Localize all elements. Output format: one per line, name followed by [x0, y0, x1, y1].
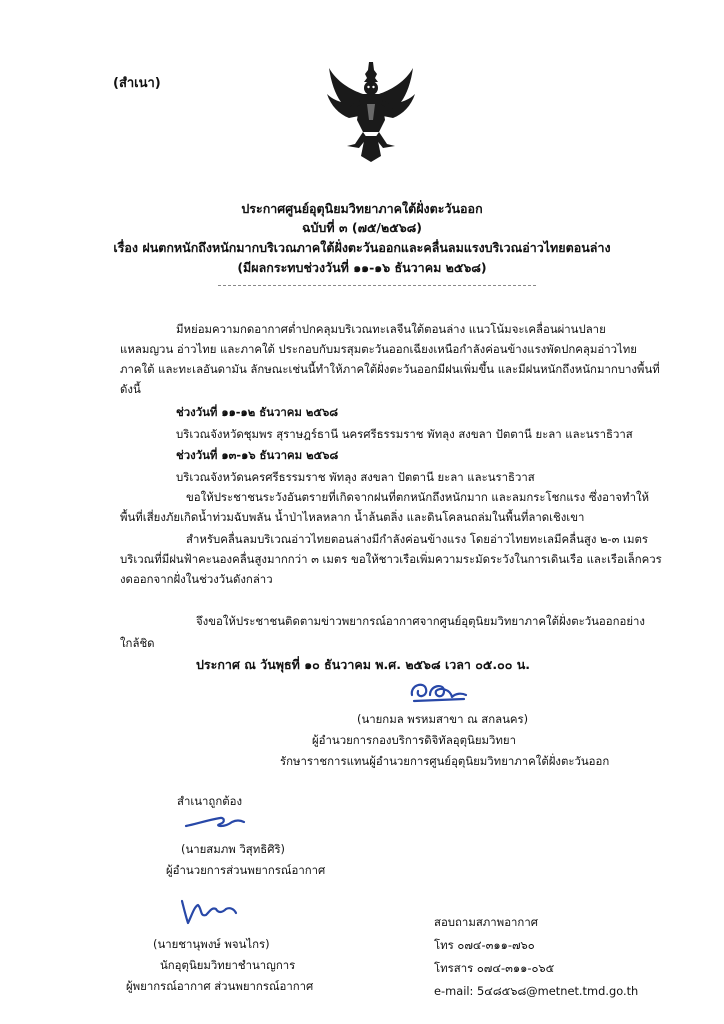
signer-3-role: ผู้พยากรณ์อากาศ ส่วนพยากรณ์อากาศ: [126, 979, 314, 993]
signature-3-icon: [174, 895, 244, 929]
signer-1-position: ผู้อำนวยการกองบริการดิจิทัลอุตุนิยมวิทยา: [312, 733, 516, 747]
announcement-subject: เรื่อง ฝนตกหนักถึงหนักมากบริเวณภาคใต้ฝั่งตะวันออกและคลื่นลมแรงบริเวณอ่าวไทยตอนล่าง: [113, 240, 611, 255]
announcement-number: ฉบับที่ ๓ (๗๕/๒๕๖๘): [301, 220, 422, 235]
header-divider: [218, 285, 536, 286]
wave-line-2: บริเวณที่มีฝนฟ้าคะนองคลื่นสูงมากกว่า ๓ เมตร ขอให้ชาวเรือเพิ่มความระมัดระวังในการเดินเรือ และเรือเล็กควร: [120, 552, 662, 566]
signer-3-name: (นายชานุพงษ์ พจนไกร): [153, 937, 270, 951]
warning-line-1: ขอให้ประชาชนระวังอันตรายที่เกิดจากฝนที่ตกหนักถึงหนักมาก และลมกระโชกแรง ซึ่งอาจทำให้: [186, 490, 650, 504]
warning-line-2: พื้นที่เสี่ยงภัยเกิดน้ำท่วมฉับพลัน น้ำป่าไหลหลาก น้ำล้นตลิ่ง และดินโคลนถล่มในพื้นที่ลาดเชิงเขา: [120, 510, 585, 524]
certified-copy-label: สำเนาถูกต้อง: [177, 794, 243, 808]
contact-phone: โทร ๐๗๔-๓๑๑-๗๖๐: [434, 938, 535, 952]
intro-line-3: ภาคใต้ และทะเลอันดามัน ลักษณะเช่นนี้ทำให้ภาคใต้ฝั่งตะวันออกมีฝนเพิ่มขึ้น และมีฝนหนักถึงหนักมากบางพื้นที่: [120, 362, 660, 376]
period-1-areas: บริเวณจังหวัดชุมพร สุราษฎร์ธานี นครศรีธรรมราช พัทลุง สงขลา ปัตตานี ยะลา และนราธิวาส: [176, 427, 633, 441]
signer-1-acting: รักษาราชการแทนผู้อำนวยการศูนย์อุตุนิยมวิทยาภาคใต้ฝั่งตะวันออก: [280, 754, 610, 768]
wave-line-1: สำหรับคลื่นลมบริเวณอ่าวไทยตอนล่างมีกำลังค่อนข้างแรง โดยอ่าวไทยทะเลมีคลื่นสูง ๒-๓ เมตร: [186, 532, 648, 546]
announcement-date: ประกาศ ณ วันพุธที่ ๑๐ ธันวาคม พ.ศ. ๒๕๖๘ เวลา ๐๕.๐๐ น.: [196, 657, 531, 672]
garuda-emblem-icon: [325, 60, 417, 164]
signer-1-name: (นายกมล พรหมสาขา ณ สกลนคร): [357, 712, 529, 726]
announcement-effective-period: (มีผลกระทบช่วงวันที่ ๑๑-๑๖ ธันวาคม ๒๕๖๘): [237, 260, 487, 275]
announcement-title: ประกาศศูนย์อุตุนิยมวิทยาภาคใต้ฝั่งตะวันออก: [241, 201, 483, 216]
signature-1-icon: [404, 675, 474, 707]
signer-2-name: (นายสมภพ วิสุทธิศิริ): [181, 842, 286, 856]
contact-inquiry: สอบถามสภาพอากาศ: [434, 915, 538, 929]
intro-line-2: แหลมญวน อ่าวไทย และภาคใต้ ประกอบกับมรสุมตะวันออกเฉียงเหนือกำลังค่อนข้างแรงพัดปกคลุมอ่าวไทย: [120, 342, 637, 356]
period-2-title: ช่วงวันที่ ๑๓-๑๖ ธันวาคม ๒๕๖๘: [176, 448, 339, 462]
signer-3-position: นักอุตุนิยมวิทยาชำนาญการ: [160, 958, 296, 972]
contact-fax: โทรสาร ๐๗๔-๓๑๑-๐๖๕: [434, 961, 555, 975]
follow-line-1: จึงขอให้ประชาชนติดตามข่าวพยากรณ์อากาศจากศูนย์อุตุนิยมวิทยาภาคใต้ฝั่งตะวันออกอย่าง: [196, 614, 645, 628]
period-1-title: ช่วงวันที่ ๑๑-๑๒ ธันวาคม ๒๕๖๘: [176, 405, 339, 419]
follow-line-2: ใกล้ชิด: [120, 636, 155, 650]
period-2-areas: บริเวณจังหวัดนครศรีธรรมราช พัทลุง สงขลา ปัตตานี ยะลา และนราธิวาส: [176, 470, 535, 484]
signature-2-icon: [180, 810, 250, 834]
contact-email: e-mail: 5๔๘๕๖๘@metnet.tmd.go.th: [434, 984, 639, 998]
copy-label: (สำเนา): [113, 76, 161, 91]
wave-line-3: งดออกจากฝั่งในช่วงวันดังกล่าว: [120, 572, 273, 586]
intro-line-4: ดังนี้: [120, 382, 141, 396]
signer-2-position: ผู้อำนวยการส่วนพยากรณ์อากาศ: [166, 863, 326, 877]
intro-line-1: มีหย่อมความกดอากาศต่ำปกคลุมบริเวณทะเลจีนใต้ตอนล่าง แนวโน้มจะเคลื่อนผ่านปลาย: [176, 322, 606, 336]
